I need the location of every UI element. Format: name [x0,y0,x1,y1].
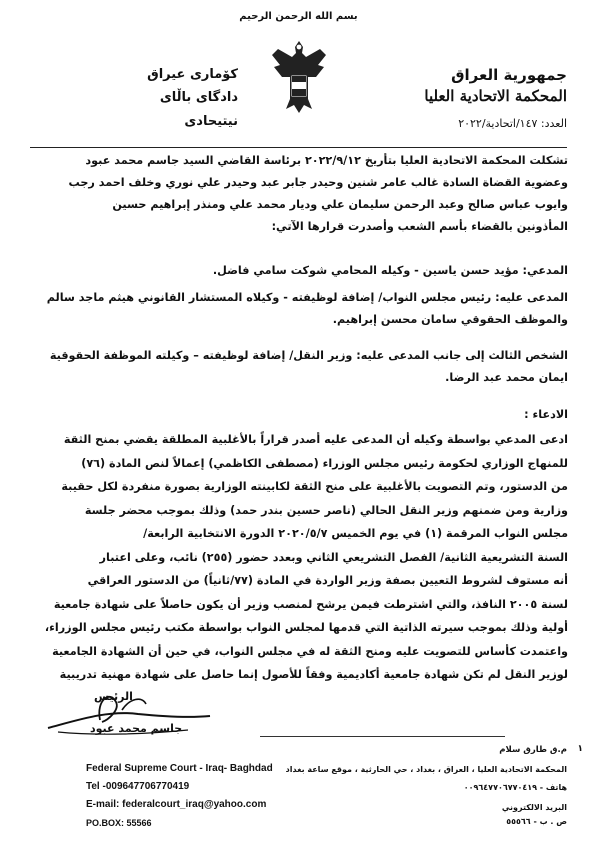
iraq-eagle-emblem-icon [268,35,330,117]
intro-line: وايوب عباس صالح وعبد الرحمن سليمان علي وديار محمد علي ومنذر إبراهيم حسين [112,198,568,211]
court-name-kurdish: دادگای باڵای نیتیحادی [159,90,238,129]
header-right-block [347,65,567,107]
court-name-arabic: المحكمة الاتحادية العليا [424,87,567,105]
claim-heading: الادعاء : [524,408,568,421]
email-label-arabic: البريد الالكتروني [501,803,567,812]
country-name-kurdish: كۆماری عیراق [147,67,238,82]
claim-line: للمنهاج الوزاري لحكومة رئيس مجلس الوزراء (مصطفى الكاظمي) إعمالاً لنص المادة (٧٦) [81,456,568,470]
intro-line: تشكلت المحكمة الاتحادية العليا بتأريخ ٢٠٢٢/٩/١٢ برئاسة القاضي السيد جاسم محمد عبود [85,154,568,167]
claim-line: لوزير النقل لم تكن شهادة جامعية أكاديمية وفقاً للأصول إنما حاصل على شهادة مهنية تدريبية [59,668,568,681]
claim-line: السنة التشريعية الثانية/ الفصل التشريعي الثاني وبعدد حضور (٢٥٥) نائب، وعلى اعتبار [99,550,568,564]
intro-line: المأذونين بالقضاء بأسم الشعب وأصدرت قرارها الآتي: [271,220,568,233]
claim-line: أنه مستوف لشروط التعيين بصفة وزير الواردة في المادة (٧٧/ثانياً) من الدستور العراقي [87,574,568,587]
pobox-arabic: ص . ب - ٥٥٥٦٦ [506,817,567,826]
header-divider [30,147,567,148]
third-party-line: الشخص الثالث إلى جانب المدعى عليه: وزير النقل/ إضافة لوظيفته – وكيلته الموظفة الحقوقية [49,349,568,362]
phone-arabic: هاتف - ٠٠٩٦٤٧٧٠٦٧٧٠٤١٩ [463,783,567,792]
plaintiff-line: المدعي: مؤيد حسن ياسين - وكيله المحامي شوكت سامي فاضل. [212,264,568,277]
phone-english: Tel -009647706770419 [86,781,190,792]
third-party-block [28,345,568,389]
country-name-arabic: جمهورية العراق [451,66,567,84]
footer-signoff: م.ق طارق سلام [499,745,567,755]
footer-contact-english [86,760,276,832]
claim-line: ادعى المدعي بواسطة وكيله أن المدعى عليه أصدر قراراً بالأغلبية المطلقة يقضي بمنح الثقة [63,433,568,446]
pobox-english: PO.BOX: 55566 [86,818,152,828]
claim-line: لسنة ٢٠٠٥ النافذ، والتي اشترطت فيمن يرشح لمنصب وزير أن يكون حاصلاً على شهادة جامعية [53,597,568,611]
court-name-english: Federal Supreme Court - Iraq- Baghdad [86,763,273,774]
signatory-name: جاسم محمد عبود [90,722,183,735]
claim-line: واعتمدت كأساس للتصويت عليه ومنح الثقة له في مجلس النواب، في حين أن الشهادة الجامعية [52,644,568,658]
header-left-block [118,64,238,134]
third-party-line: ايمان محمد عبد الرضا. [445,371,568,384]
claim-paragraph [28,428,568,687]
intro-line: وعضوية القضاة السادة غالب عامر شنين وحيدر جابر عبد وحيدر علي نوري وخلف احمد رجب [68,176,568,189]
defendant-line: المدعى عليه: رئيس مجلس النواب/ إضافة لوظيفته - وكيلاه المستشار القانوني هيثم ماجد سالم [46,291,568,304]
claim-line: أولية وذلك بموجب سيرته الذاتية التي قدمها لمجلس النواب بواسطة مكتب رئيس مجلس الوزراء، [44,621,568,634]
page-number: ١ [577,744,583,754]
footer-contact-arabic [277,743,567,829]
defendant-block [28,287,568,331]
claim-line: من الدستور، وتم التصويت بالأغلبية على منح الثقة لكابينته الوزارية بصورة منفردة لكل حقيبة [61,480,568,493]
court-address-arabic: المحكمة الاتحادية العليا ، العراق ، بغداد ، حي الحارثية ، موقع ساعة بغداد [285,765,567,774]
footer-divider [260,736,505,737]
defendant-line: والموظف الحقوقي سامان محسن إبراهيم. [332,313,568,326]
signature-title: الرئيس [94,690,133,703]
claim-line: مجلس النواب المرقمة (١) في يوم الخميس ٢٠٢٠/٥/٧ الدورة الانتخابية الرابعة/ [143,527,568,540]
bismillah: بسم الله الرحمن الرحيم [239,11,358,22]
reference-number: العدد: ١٤٧/اتحادية/٢٠٢٢ [458,117,567,130]
claim-line: وزارية ومن ضمنهم وزير النقل الحالي (ناصر حسين بندر حمد) وذلك بموجب محضر جلسة [84,503,568,517]
intro-paragraph [28,150,568,238]
email-english: E-mail: federalcourt_iraq@yahoo.com [86,799,267,810]
